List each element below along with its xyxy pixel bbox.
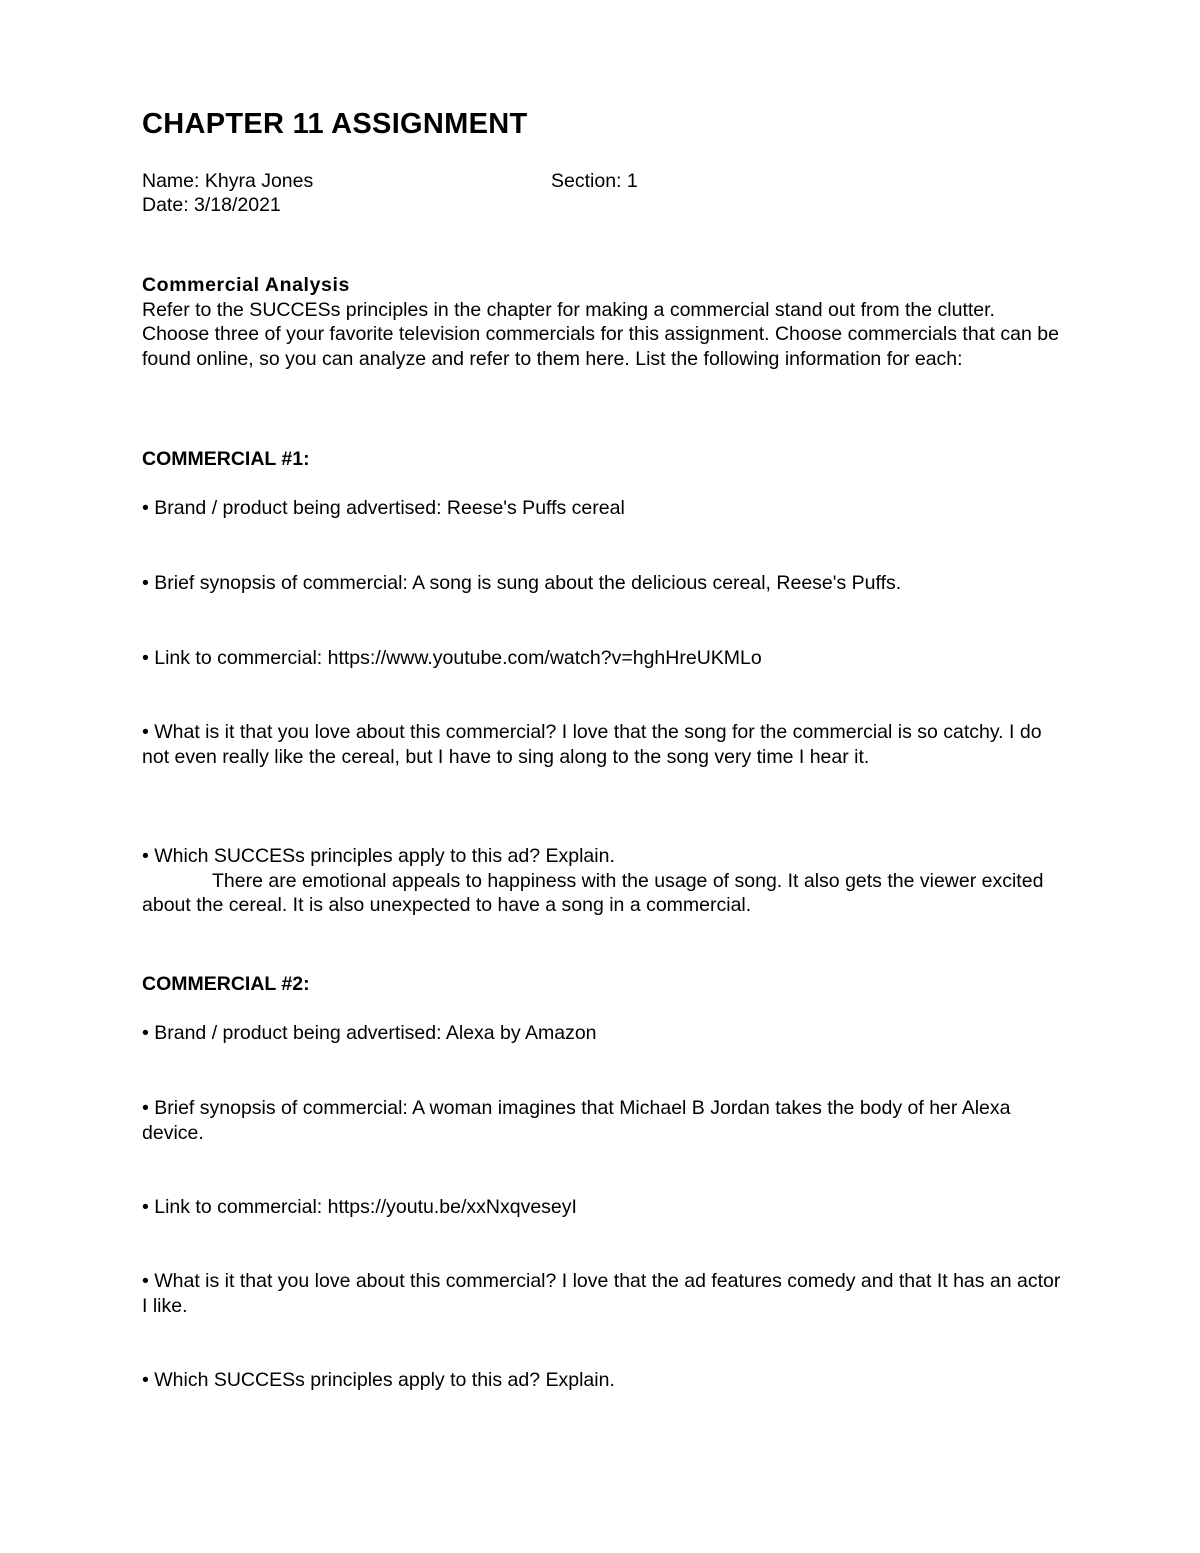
commercial-1-brand: • Brand / product being advertised: Reese's Puffs cereal	[142, 497, 625, 519]
date-field: Date: 3/18/2021	[142, 194, 281, 216]
page-title: CHAPTER 11 ASSIGNMENT	[142, 108, 528, 140]
commercial-2-brand: • Brand / product being advertised: Alexa by Amazon	[142, 1022, 597, 1044]
commercial-2-link: • Link to commercial: https://youtu.be/xxNxqveseyI	[142, 1196, 577, 1218]
intro-section	[142, 273, 1062, 371]
commercial-2-heading: COMMERCIAL #2:	[142, 973, 310, 995]
commercial-2-synopsis: • Brief synopsis of commercial: A woman imagines that Michael B Jordan takes the body of her Alexa device.	[142, 1097, 1011, 1144]
commercial-1-link: • Link to commercial: https://www.youtube.com/watch?v=hghHreUKMLo	[142, 647, 762, 669]
commercial-2-love: • What is it that you love about this commercial? I love that the ad features comedy and that It has an actor I like.	[142, 1270, 1061, 1317]
section-field: Section: 1	[551, 170, 638, 192]
principles-answer: There are emotional appeals to happiness with the usage of song. It also gets the viewer excited about the cereal. It is also unexpected to have a song in a commercial.	[142, 869, 1044, 916]
commercial-1-principles	[142, 844, 1062, 918]
intro-paragraph: Refer to the SUCCESs principles in the chapter for making a commercial stand out from the clutter. Choose three of your favorite television commercials for this assignment. Choose commercials that can be found online, so you can analyze and refer to them here. List the following information for each:	[142, 298, 1059, 370]
commercial-1-love: • What is it that you love about this commercial? I love that the song for the commercial is so catchy. I do not even really like the cereal, but I have to sing along to the song very time I hear it.	[142, 721, 1042, 768]
commercial-1-heading: COMMERCIAL #1:	[142, 448, 310, 470]
name-field: Name: Khyra Jones	[142, 170, 314, 192]
commercial-2-principles-question: • Which SUCCESs principles apply to this ad? Explain.	[142, 1369, 615, 1391]
commercial-1-synopsis: • Brief synopsis of commercial: A song is sung about the delicious cereal, Reese's Puffs.	[142, 572, 902, 594]
section-heading: Commercial Analysis	[142, 274, 350, 296]
principles-question: • Which SUCCESs principles apply to this ad? Explain.	[142, 845, 615, 867]
